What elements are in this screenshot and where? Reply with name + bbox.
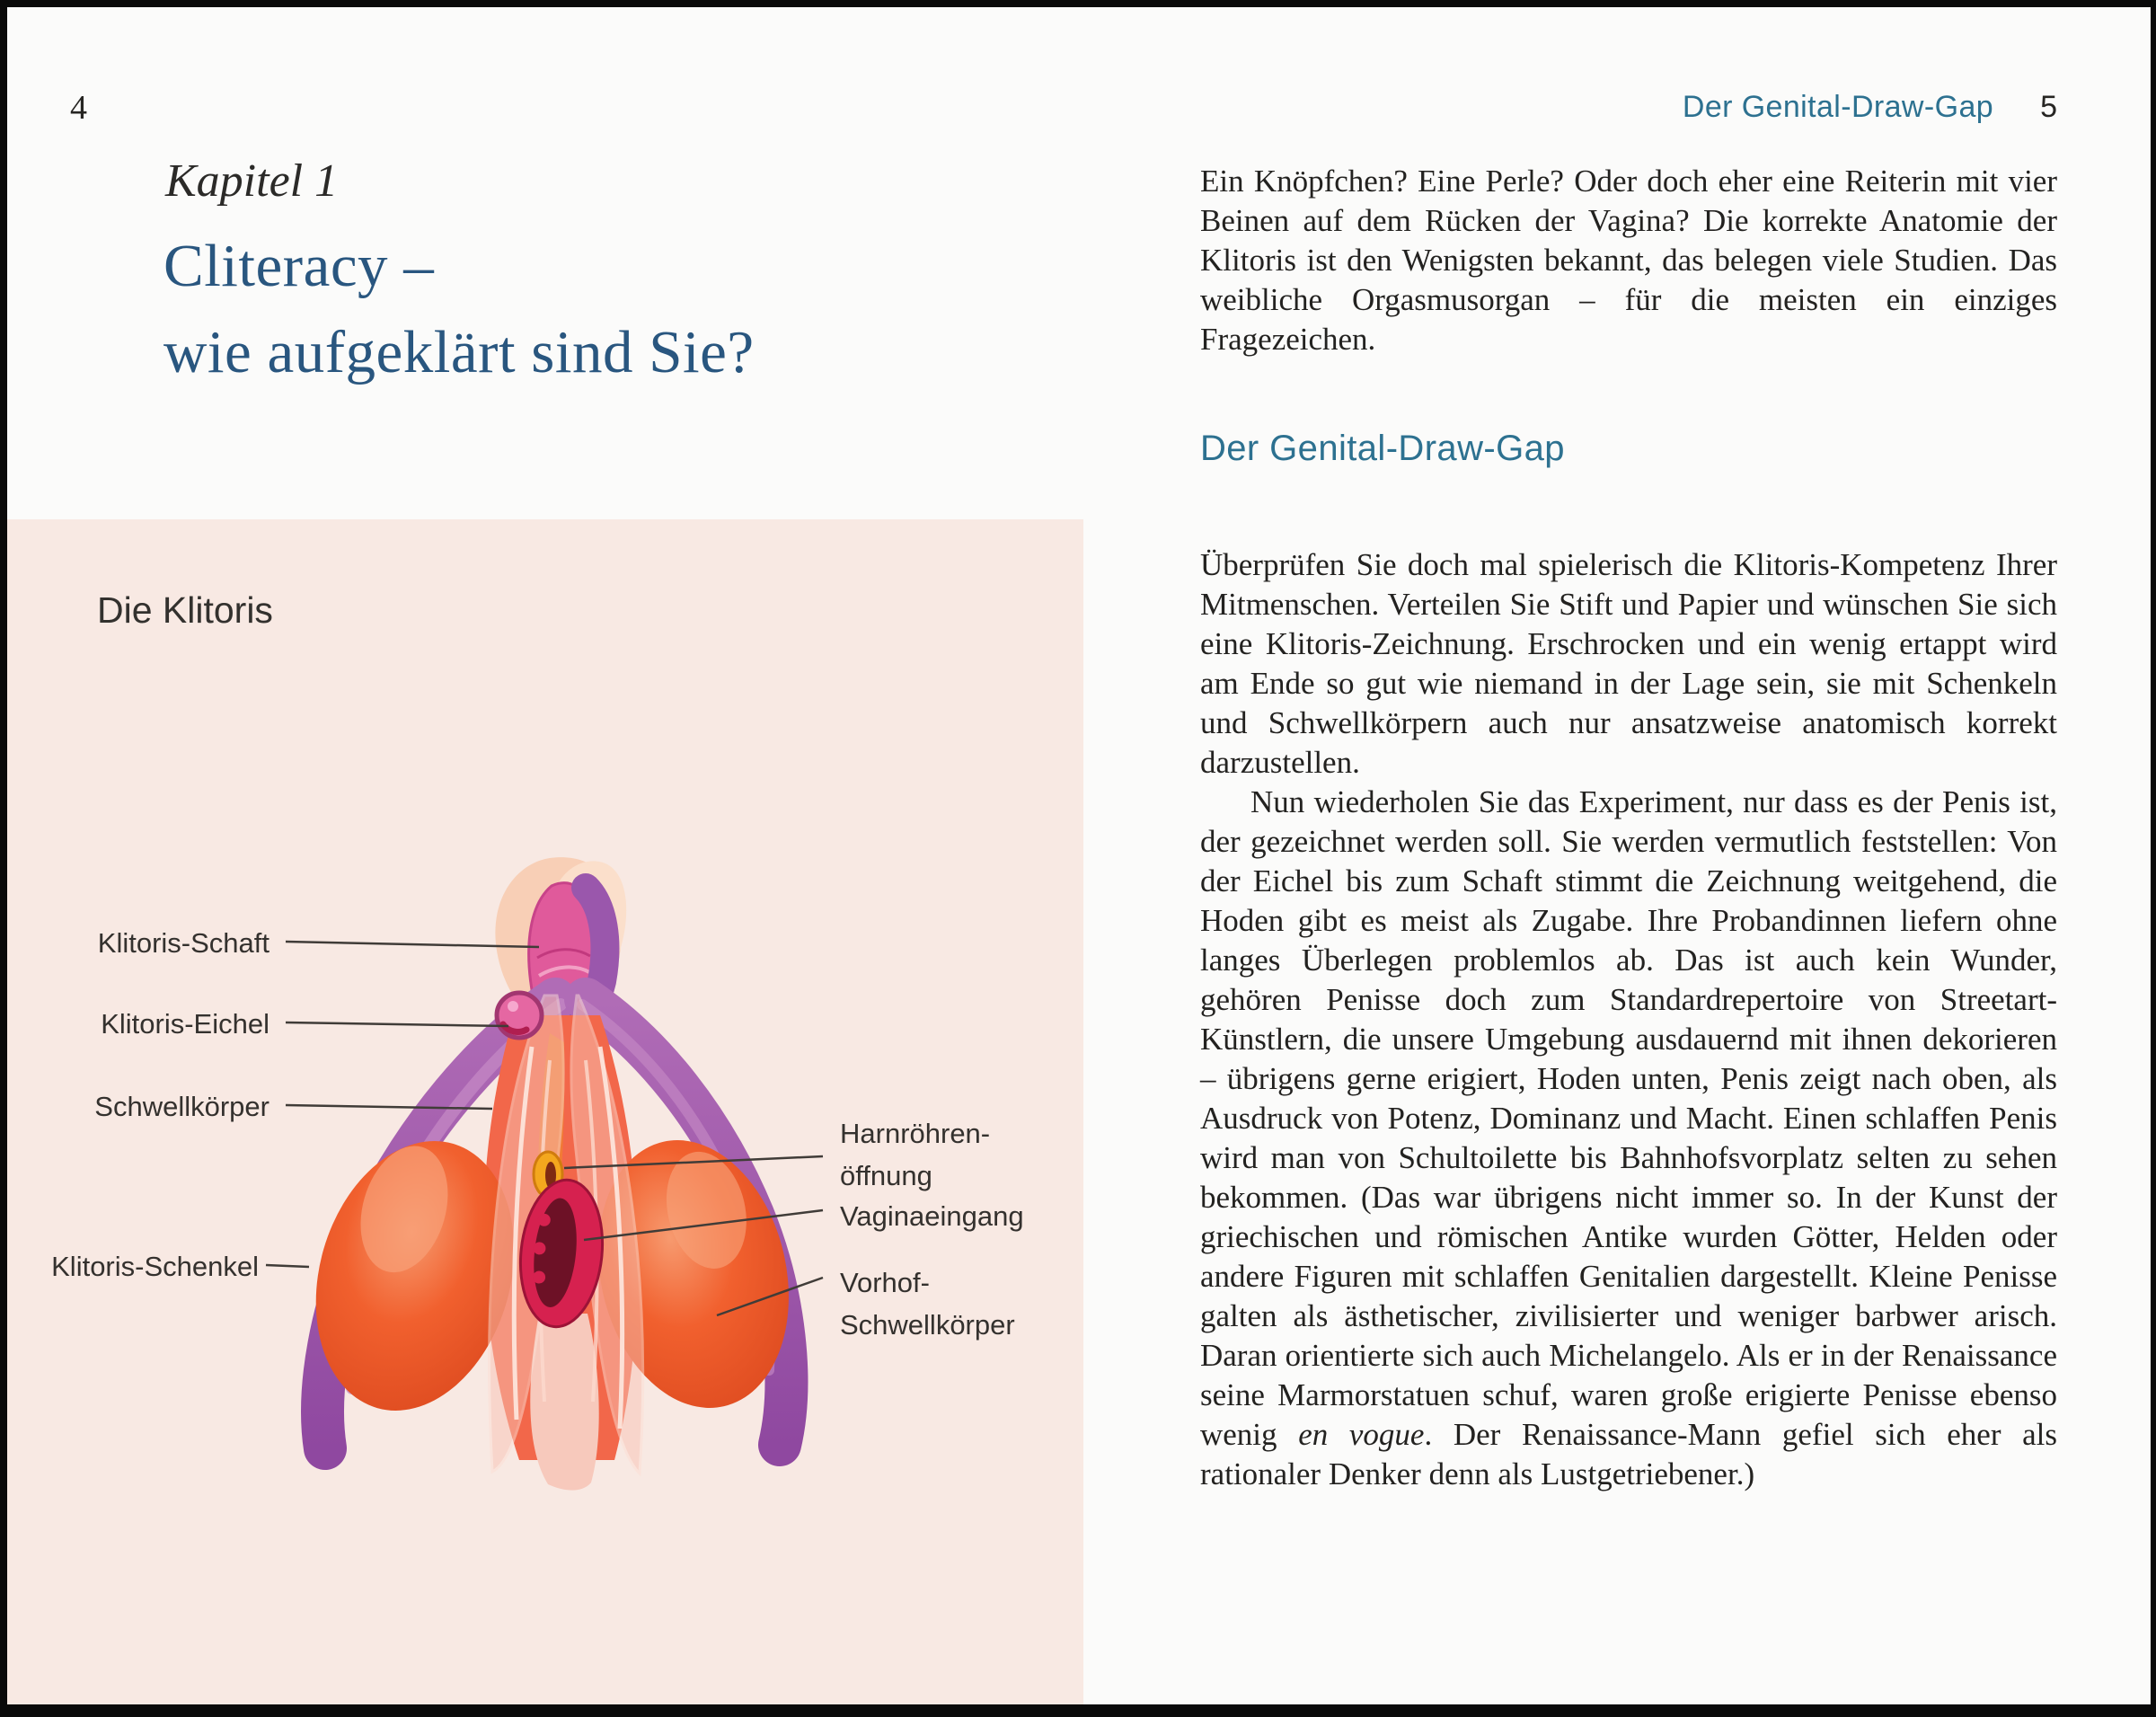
diagram-label-vorhof-line2: Schwellkörper <box>840 1309 1015 1341</box>
chapter-title-line1: Cliteracy – <box>163 233 435 299</box>
photo-frame-bottom <box>0 1704 2156 1717</box>
photo-frame-top <box>0 0 2156 7</box>
left-page-number: 4 <box>70 89 87 127</box>
paragraph-3 <box>1200 783 2057 1494</box>
running-header <box>1200 90 2057 125</box>
paragraph-3-italic: en vogue <box>1298 1417 1425 1452</box>
photo-frame-left <box>0 0 7 1717</box>
diagram-label-harnroehren-line1: Harnröhren- <box>840 1118 991 1149</box>
paragraph-2-and-3 <box>1200 545 2057 1494</box>
paragraph-2: Überprüfen Sie doch mal spielerisch die Klitoris-Kompetenz Ihrer Mitmenschen. Verteilen Sie Stift und Papier und wünschen Sie sich eine Klitoris-Zeichnung. Erschrocken und ein wenig ertappt wird am Ende so gut wie niemand in der Lage sein, sie mit Schenkeln und Schwellkörpern auch nur ansatzweise anatomisch korrekt darzustellen. <box>1200 547 2057 780</box>
section-heading: Der Genital-Draw-Gap <box>1200 429 1565 468</box>
chapter-title <box>163 223 755 395</box>
right-page-number: 5 <box>2040 90 2057 124</box>
photo-frame-right <box>2151 0 2156 1717</box>
diagram-label-vorhof-schwellkoerper <box>840 1261 1015 1346</box>
paragraph-3-after: . Der Renaissance-Mann gefiel sich eher als rationaler Denker denn als Lustgetriebener.) <box>1200 1417 2057 1491</box>
chapter-title-line2: wie aufgeklärt sind Sie? <box>163 319 755 385</box>
diagram-label-klitoris-eichel: Klitoris-Eichel <box>101 1008 270 1040</box>
chapter-kicker: Kapitel 1 <box>165 155 339 207</box>
diagram-label-klitoris-schenkel: Klitoris-Schenkel <box>51 1251 259 1282</box>
diagram-label-schwellkoerper: Schwellkörper <box>94 1091 270 1122</box>
diagram-label-harnroehrenoeffnung <box>840 1112 990 1197</box>
diagram-label-vorhof-line1: Vorhof- <box>840 1267 930 1298</box>
diagram-label-klitoris-schaft: Klitoris-Schaft <box>97 927 270 959</box>
figure-title: Die Klitoris <box>97 589 273 631</box>
running-header-title: Der Genital-Draw-Gap <box>1682 90 1994 124</box>
diagram-label-vaginaeingang: Vaginaeingang <box>840 1200 1024 1232</box>
paragraph-1: Ein Knöpfchen? Eine Perle? Oder doch eher eine Reiterin mit vier Beinen auf dem Rücken der Vagina? Die korrekte Anatomie der Klitoris ist den Wenigsten bekannt, das belegen viele Studien. Das weibliche Orgasmusorgan – für die meisten ein einziges Fragezeichen. <box>1200 164 2057 357</box>
diagram-label-harnroehren-line2: öffnung <box>840 1160 932 1191</box>
paragraph-3-before: Nun wiederholen Sie das Experiment, nur dass es der Penis ist, der gezeichnet werden soll. Sie werden vermutlich feststellen: Von der Eichel bis zum Schaft stimmt die Zeichnung weitgehend, die Hoden gibt es meist als Zugabe. Ihre Probandinnen liefern ohne langes Überlegen problemlos ab. Das ist auch kein Wunder, gehören Penisse doch zum Standardrepertoire von Streetart-Künstlern, die unsere Umgebung ausdauernd mit ihnen dekorieren – übrigens gerne erigiert, Hoden unten, Penis zeigt nach oben, als Ausdruck von Potenz, Dominanz und Macht. Einen schlaffen Penis wird man von Schultoilette bis Bahnhofsvorplatz selten zu sehen bekommen. (Das war übrigens nicht immer so. In der Kunst der griechischen und römischen Antike wurden Götter, Helden oder andere Figuren mit schlaffen Genitalien dargestellt. Kleine Penisse galten als ästhetischer, zivilisierter und weniger barbwer arisch. Daran orientierte sich auch Michelangelo. Als er in der Renaissance seine Marmorstatuen schuf, waren große erigierte Penisse ebenso wenig <box>1200 784 2057 1452</box>
